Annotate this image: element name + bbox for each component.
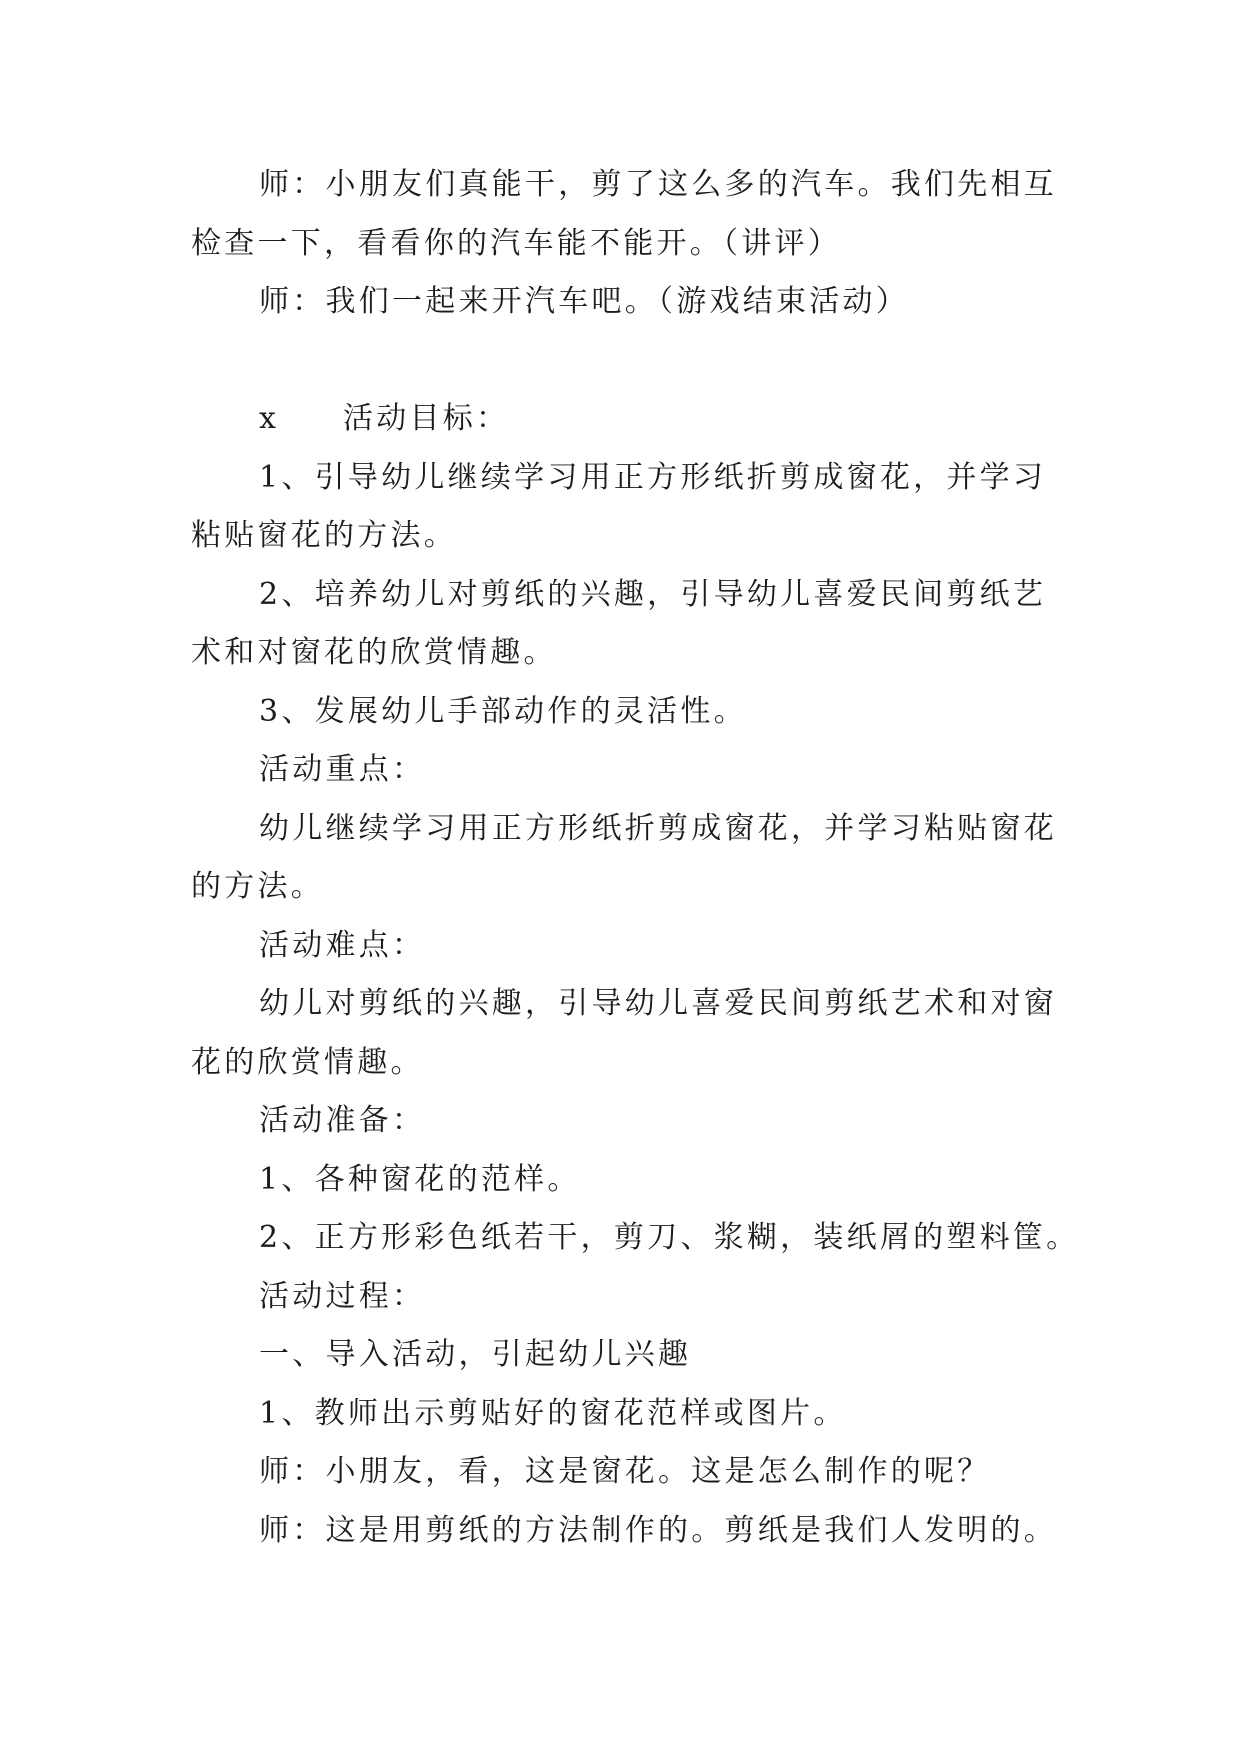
section-heading-key-points — [0, 741, 1241, 800]
teacher-dialogue — [0, 1443, 1241, 1502]
preparation-item — [0, 1151, 1241, 1210]
text-line: 师：小朋友，看，这是窗花。这是怎么制作的呢？ — [259, 1454, 991, 1489]
heading-text: 活动重点： — [259, 752, 426, 787]
teacher-dialogue — [0, 273, 1241, 332]
text-line: 术和对窗花的欣赏情趣。 — [191, 635, 557, 670]
goal-item — [0, 566, 1241, 683]
text-line: 师：这是用剪纸的方法制作的。剪纸是我们人发明的。 — [259, 1512, 1057, 1548]
heading-marker: x — [259, 401, 280, 436]
key-points-text — [0, 800, 1241, 917]
heading-text: 活动目标： — [343, 401, 510, 436]
heading-text: 活动难点： — [259, 927, 426, 963]
section-heading-preparation — [0, 1092, 1241, 1151]
text-line: 1、各种窗花的范样。 — [259, 1161, 581, 1197]
heading-line — [0, 390, 1241, 449]
text-line: 师：我们一起来开汽车吧。（游戏结束活动） — [259, 284, 909, 319]
text-line: 师：小朋友们真能干，剪了这么多的汽车。我们先相互 — [259, 167, 1057, 202]
heading-text: 活动准备： — [259, 1103, 426, 1138]
text-line: 粘贴窗花的方法。 — [191, 518, 457, 553]
text-line: 的方法。 — [191, 869, 324, 904]
heading-text: 活动过程： — [259, 1278, 426, 1314]
text-line: 一、导入活动，引起幼儿兴趣 — [259, 1337, 692, 1372]
section-heading-activity-goals — [0, 390, 1241, 449]
text-line: 1、教师出示剪贴好的窗花范样或图片。 — [259, 1395, 847, 1431]
goal-item — [0, 449, 1241, 566]
difficulties-text — [0, 975, 1241, 1092]
teacher-dialogue — [0, 1502, 1241, 1561]
text-line: 花的欣赏情趣。 — [191, 1044, 424, 1080]
section-heading-process — [0, 1268, 1241, 1327]
teacher-dialogue — [0, 156, 1241, 273]
process-substep — [0, 1385, 1241, 1444]
text-line: 2、培养幼儿对剪纸的兴趣，引导幼儿喜爱民间剪纸艺 — [259, 576, 1047, 612]
goal-item — [0, 683, 1241, 742]
document-body — [0, 156, 1241, 1560]
text-line: 幼儿对剪纸的兴趣，引导幼儿喜爱民间剪纸艺术和对窗 — [259, 986, 1057, 1021]
text-line: 幼儿继续学习用正方形纸折剪成窗花，并学习粘贴窗花 — [259, 810, 1057, 846]
text-line: 2、正方形彩色纸若干，剪刀、浆糊，装纸屑的塑料筐。 — [259, 1220, 1080, 1255]
text-line: 1、引导幼儿继续学习用正方形纸折剪成窗花，并学习 — [259, 459, 1047, 495]
process-step-heading — [0, 1326, 1241, 1385]
text-line: 3、发展幼儿手部动作的灵活性。 — [259, 693, 747, 729]
preparation-item — [0, 1209, 1241, 1268]
text-line: 检查一下，看看你的汽车能不能开。（讲评） — [191, 225, 841, 261]
blank-line — [0, 332, 1241, 391]
section-heading-difficulties — [0, 917, 1241, 976]
